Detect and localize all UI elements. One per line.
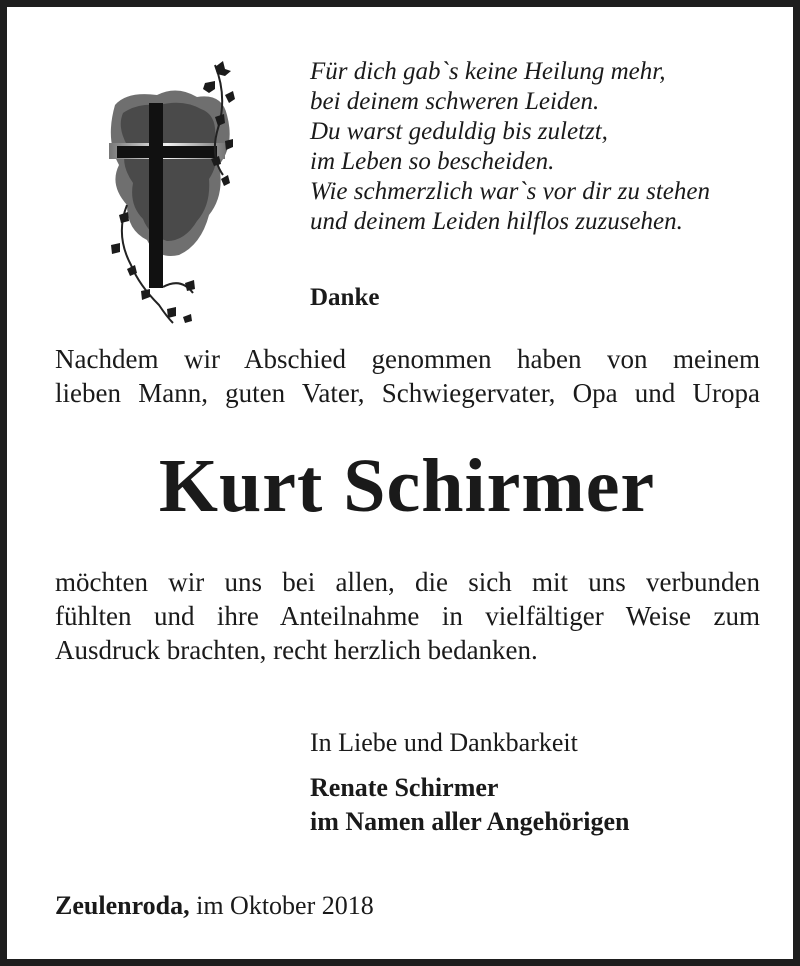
cross-with-ivy-icon <box>97 55 257 325</box>
intro-text <box>55 342 760 410</box>
closing-phrase: In Liebe und Dankbarkeit <box>310 728 578 757</box>
heading-thanks: Danke <box>310 284 380 311</box>
intro-line: Nachdem wir Abschied genommen haben von meinem <box>55 344 760 374</box>
poem-line: Für dich gab`s keine Heilung mehr, <box>310 58 666 85</box>
signer-name: Renate Schirmer <box>310 773 499 802</box>
deceased-name: Kurt Schirmer <box>158 444 656 528</box>
poem-line: und deinem Leiden hilflos zuzusehen. <box>310 208 683 235</box>
poem-line: Wie schmerzlich war`s vor dir zu stehen <box>310 178 710 205</box>
date: im Oktober 2018 <box>196 891 374 920</box>
poem-line: im Leben so bescheiden. <box>310 148 555 175</box>
thanks-text <box>55 565 760 667</box>
place: Zeulenroda, <box>55 891 190 920</box>
thanks-line: fühlten und ihre Anteilnahme in vielfältiger Weise zum <box>55 601 760 631</box>
place-date <box>55 890 374 922</box>
intro-line: lieben Mann, guten Vater, Schwiegervater, Opa und Uropa <box>55 378 760 408</box>
thanks-line: Ausdruck brachten, recht herzlich bedanken. <box>55 635 538 665</box>
thanks-line: möchten wir uns bei allen, die sich mit uns verbunden <box>55 567 760 597</box>
poem-line: bei deinem schweren Leiden. <box>310 88 600 115</box>
signer-on-behalf: im Namen aller Angehörigen <box>310 807 630 836</box>
poem-line: Du warst geduldig bis zuletzt, <box>310 118 608 145</box>
poem <box>310 57 790 237</box>
signature-block <box>310 771 629 839</box>
